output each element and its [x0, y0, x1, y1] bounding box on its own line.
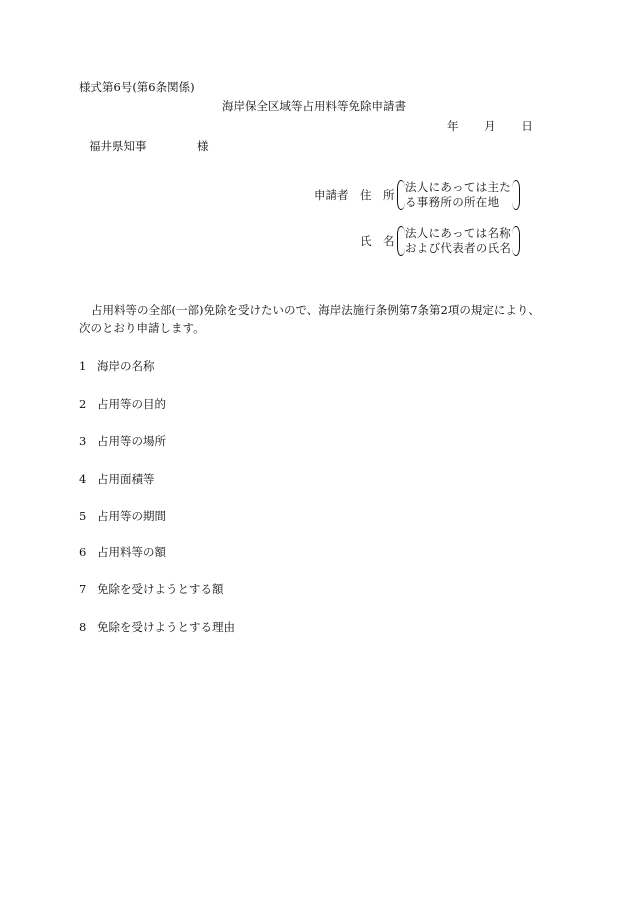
date-day-label: 日 [521, 119, 533, 133]
item-label: 免除を受けようとする額 [97, 582, 224, 596]
list-item [79, 436, 166, 448]
item-label: 免除を受けようとする理由 [97, 620, 235, 634]
address-label: 住 所 [360, 188, 395, 202]
addressee-name: 福井県知事 [89, 139, 147, 153]
item-label: 占用料等の額 [97, 545, 166, 559]
item-number: 8 [79, 620, 87, 634]
item-label: 占用等の目的 [97, 397, 166, 411]
list-item [79, 511, 166, 523]
name-note-right-brace [512, 226, 520, 256]
name-note-left-brace [397, 226, 405, 256]
body-text-line-2: 次のとおり申請します。 [79, 321, 205, 335]
item-number: 1 [79, 359, 87, 373]
form-label: 様式第6号(第6条関係) [79, 80, 195, 94]
body-text-line-1: 占用料等の全部(一部)免除を受けたいので、海岸法施行条例第7条第2項の規定により、 [91, 303, 540, 317]
item-label: 占用等の期間 [97, 509, 166, 523]
item-label: 占用等の場所 [97, 434, 166, 448]
list-item [79, 584, 224, 596]
addressee-honorific: 様 [197, 139, 209, 153]
name-note-line-2: および代表者の氏名 [405, 241, 512, 255]
item-label: 海岸の名称 [97, 359, 155, 373]
name-label: 氏 名 [360, 234, 395, 248]
list-item [79, 474, 155, 486]
address-note-line-2: る事務所の所在地 [405, 195, 500, 209]
date-year-label: 年 [447, 119, 459, 133]
address-note-line-1: 法人にあっては主た [405, 180, 512, 194]
item-number: 6 [79, 545, 87, 559]
item-number: 7 [79, 582, 87, 596]
date-line [447, 121, 533, 133]
address-note-left-brace [397, 180, 405, 210]
list-item [79, 399, 166, 411]
item-number: 2 [79, 397, 87, 411]
name-note-line-1: 法人にあっては名称 [405, 226, 512, 240]
item-label: 占用面積等 [97, 472, 155, 486]
list-item [79, 361, 155, 373]
item-number: 3 [79, 434, 87, 448]
item-number: 4 [79, 472, 87, 486]
applicant-label: 申請者 [314, 188, 349, 202]
list-item [79, 547, 166, 559]
item-number: 5 [79, 509, 87, 523]
document-title: 海岸保全区域等占用料等免除申請書 [222, 99, 406, 113]
date-month-label: 月 [484, 119, 496, 133]
list-item [79, 622, 235, 634]
address-note-right-brace [512, 180, 520, 210]
